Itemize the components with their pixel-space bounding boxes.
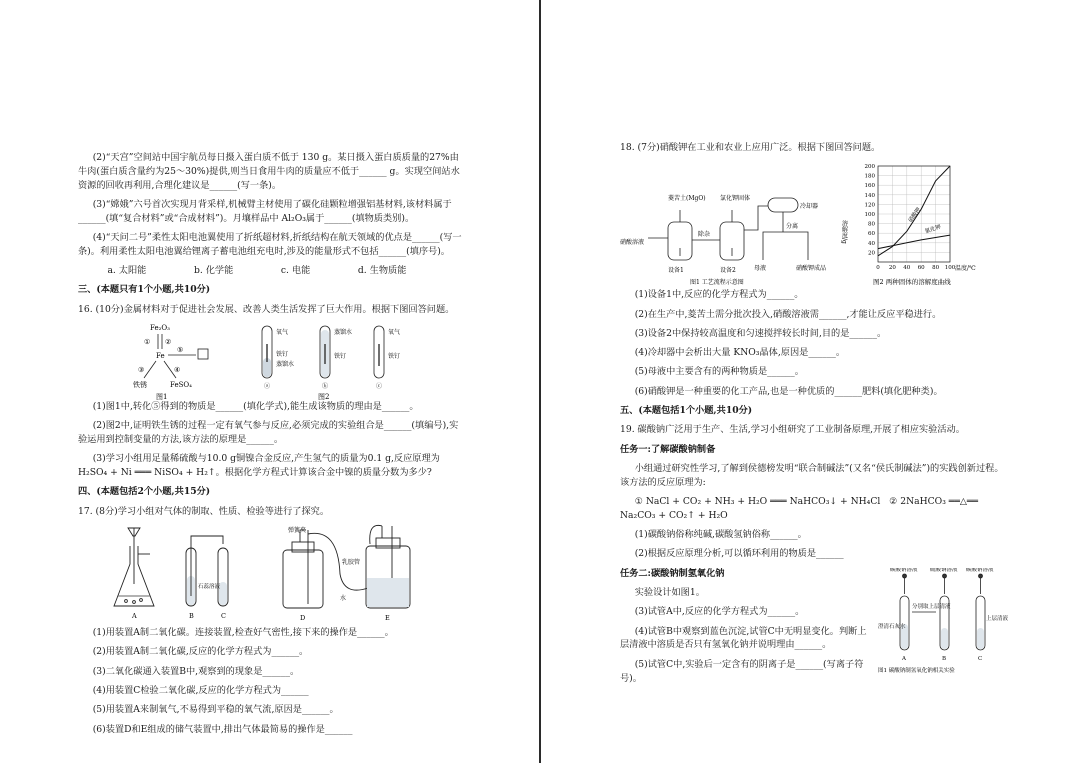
flow-diagram: [648, 198, 808, 260]
series-line-kcl: [878, 235, 950, 249]
y-tick-label: 20: [868, 250, 875, 257]
fig1-n2: ②: [165, 337, 172, 346]
task1-text: 小组通过研究性学习,了解到侯德榜发明“联合制碱法”(又名“侯氏制碱法”)的实践创新过程。该方法的反应原理为:: [620, 462, 1004, 488]
fig2-b-label1: 蒸馏水: [334, 328, 353, 336]
fig1-unknown-box: [198, 349, 208, 359]
x-tick-label: 80: [932, 265, 940, 272]
q18-stem: 18. (7分)硝酸钾在工业和农业上应用广泛。根据下图回答问题。: [620, 142, 881, 153]
flow-mother: 母液: [754, 265, 767, 273]
fig1-feso4: FeSO₄: [170, 380, 192, 389]
q16-part2: (2)图2中,证明铁生锈的过程一定有氧气参与反应,必须完成的实验组合是______(填编号),实验运用到控制变量的方法,该方法的原理是______。: [78, 420, 459, 446]
spring-clip-label: 弹簧夹: [288, 527, 307, 535]
series-label-kcl: 氯化钾: [924, 224, 942, 236]
fig1-n4: ④: [174, 365, 181, 374]
q18-part3: (3)设备2中保持较高温度和匀速搅拌较长时间,目的是______。: [634, 327, 887, 339]
q19-part1: (1)碳酸钠俗称纯碱,碳酸氢钠俗称______。: [634, 529, 807, 541]
y-tick-label: 200: [864, 164, 875, 171]
tube-b-label: B: [942, 656, 947, 663]
fig2-caption: 图2: [318, 392, 330, 400]
q19-tubes-figure: [878, 568, 1008, 684]
flow-remove: 除杂: [698, 231, 711, 239]
q18-part6: (6)硝酸钾是一种重要的化工产品,也是一种优质的______肥料(填化肥种类)。: [634, 385, 943, 397]
solubility-chart: [865, 164, 956, 271]
q16-part3: (3)学习小组用足量稀硫酸与10.0 g铜镍合金反应,产生氢气的质量为0.1 g,反应原理为 H₂SO₄ + Ni ═══ NiSO₄ + H₂↑。根据化学方程式计算该合金中镍的质量分数为多少?: [78, 453, 440, 479]
q18-part2: (2)在生产中,菱苦土需分批次投入,硝酸溶液需______,才能让反应平稳进行。: [634, 308, 942, 320]
fig2-b: ⓑ: [322, 382, 329, 390]
y-tick-label: 40: [868, 241, 875, 248]
q17-part6: (6)装置D和E组成的储气装置中,排出气体最简易的操作是______: [92, 723, 353, 735]
fig1-fe2o3: Fe₂O₃: [150, 323, 170, 332]
rubber-tube-label: 乳胶管: [342, 559, 361, 567]
q18-part4: (4)冷却器中会析出大量 KNO₃晶体,原因是______。: [634, 347, 846, 359]
task1-heading: 任务一:了解碳酸钠制备: [620, 443, 716, 455]
q19-stem: 19. 碳酸钠广泛用于生产、生活,学习小组研究了工业制备原理,开展了相应实验活动。: [620, 424, 965, 436]
option-c: c. 电能: [280, 265, 311, 277]
q17-stem: 17. (8分)学习小组对气体的制取、性质、检验等进行了探究。: [78, 505, 330, 517]
y-tick-label: 160: [864, 183, 875, 190]
apparatus-d: [283, 550, 323, 608]
sol-caption: 图2 两种固体的溶解度曲线: [873, 278, 951, 287]
option-a: a. 太阳能: [107, 265, 147, 277]
x-tick-label: 20: [888, 265, 896, 272]
y-tick-label: 140: [864, 193, 875, 200]
tube-limewater: 澄清石灰水: [878, 624, 906, 631]
q16-figures: [78, 322, 466, 400]
q18-figure-svg: [620, 160, 1010, 288]
apparatus-a: [114, 528, 154, 606]
q15-options: [78, 264, 466, 278]
q17-part4: (4)用装置C检验二氧化碳,反应的化学方程式为______: [92, 684, 309, 696]
flow-kcl: 氯化钾固体: [720, 195, 751, 203]
q16-figure-svg: [78, 322, 466, 400]
fig2-a-label1: 氧气: [276, 328, 289, 336]
apparatus-d-label: D: [300, 614, 306, 623]
litmus-label: 石蕊溶液: [198, 584, 221, 591]
equation-2: ② 2NaHCO₃ ══△══ Na₂CO₃ + CO₂↑ + H₂O: [620, 496, 978, 521]
fig2-a-label2: 铁钉: [276, 350, 289, 358]
fig2-c: ⓒ: [376, 382, 383, 390]
flow-mgo: 菱苦土(MgO): [668, 195, 706, 203]
section-3-heading: 三、(本题只有1个小题,共10分): [78, 284, 211, 296]
tube-sol1: 碳酸钠溶液: [890, 568, 918, 574]
flow-dev2: 设备2: [720, 267, 736, 275]
y-tick-label: 180: [864, 173, 875, 180]
y-tick-label: 60: [868, 231, 875, 238]
fig1-caption: 图1: [156, 392, 168, 400]
tube-separate: 分别取上层清液: [912, 604, 951, 611]
q16-stem: 16. (10分)金属材料对于促进社会发展、改善人类生活发挥了巨大作用。根据下图回答问题。: [78, 303, 455, 315]
x-tick-label: 60: [917, 265, 925, 272]
q19-part2: (2)根据反应原理分析,可以循环利用的物质是______: [634, 548, 844, 560]
task2-text: 实验设计如图1。: [634, 587, 705, 599]
flow-cooler: 冷却器: [800, 203, 819, 211]
task2-heading: 任务二:碳酸钠制氢氧化钠: [620, 567, 725, 579]
fig2-b-label2: 铁钉: [334, 352, 347, 360]
fig2-a: ⓐ: [264, 382, 271, 390]
fig2-a-label3: 蒸馏水: [276, 360, 295, 368]
y-tick-label: 80: [868, 221, 875, 228]
tube-upper: 上层清液: [986, 616, 1008, 623]
tube-a-label: A: [902, 656, 906, 663]
q17-part1: (1)用装置A制二氧化碳。连接装置,检查好气密性,接下来的操作是______。: [92, 627, 394, 639]
q16-part1: (1)图1中,转化⑤得到的物质是______(填化学式),能生成该物质的理由是______。: [92, 400, 419, 412]
water-label: 水: [340, 595, 347, 603]
section-5-heading: 五、(本题包括1个小题,共10分): [620, 405, 753, 417]
apparatus-e-label: E: [385, 614, 390, 623]
series-label-kno3: 硝酸钾: [907, 207, 923, 225]
section-4-heading: 四、(本题包括2个小题,共15分): [78, 486, 211, 498]
q18-part5: (5)母液中主要含有的两种物质是______。: [634, 366, 804, 378]
x-tick-label: 100: [944, 265, 956, 272]
fig1-rust: 铁锈: [133, 380, 147, 389]
q15-part4: (4)“天问二号”柔性太阳电池翼使用了折纸超材料,折纸结构在航天领域的优点是______(写一条)。利用柔性太阳电池翼给锂离子蓄电池组充电时,涉及的能量形式不包括______(填序号)。: [78, 231, 462, 257]
option-d: d. 生物质能: [357, 265, 407, 277]
q17-apparatus: [78, 524, 466, 626]
q17-part2: (2)用装置A制二氧化碳,反应的化学方程式为______。: [92, 646, 309, 658]
x-tick-label: 40: [903, 265, 911, 272]
apparatus-c-label: C: [221, 612, 226, 621]
flow-caption: 图1 工艺流程示意图: [690, 279, 744, 287]
q17-part5: (5)用装置A来制氧气,不易得到平稳的氧气流,原因是______。: [92, 704, 339, 716]
tube-sol2: 硫酸铜溶液: [930, 568, 958, 574]
option-b: b. 化学能: [193, 265, 234, 277]
tube-c-label: C: [978, 656, 983, 663]
sol-xlabel: 温度/℃: [955, 265, 976, 273]
page-divider: [539, 0, 541, 763]
fig2-c-label1: 氧气: [388, 328, 401, 336]
q15-part3: (3)“嫦娥”六号首次实现月背采样,机械臂主材使用了碳化硅颗粒增强铝基材料,该材料属于______(填“复合材料”或“合成材料”)。月壤样品中 Al₂O₃属于______(填物质类别)。: [78, 198, 452, 224]
y-tick-label: 100: [864, 212, 875, 219]
left-column: [78, 151, 466, 742]
fig1-n5: ⑤: [177, 345, 184, 354]
fig2-c-label2: 铁钉: [388, 352, 401, 360]
y-tick-label: 120: [864, 202, 875, 209]
tube-sol3: 碳酸钠溶液: [966, 568, 994, 574]
tube-caption: 图1 碳酸钠制氢氧化钠相关实验: [878, 668, 955, 675]
flow-nitric: 硝酸溶液: [620, 239, 645, 247]
sol-ylabel: 溶解度/g: [840, 220, 848, 245]
flow-dev1: 设备1: [668, 267, 684, 275]
apparatus-b-label: B: [189, 612, 194, 621]
x-tick-label: 0: [876, 265, 880, 272]
q18-figures: [620, 160, 1010, 288]
q19-part5: (5)试管C中,实验后一定含有的阴离子是______(写离子符号)。: [620, 658, 864, 684]
equation-1: ① NaCl + CO₂ + NH₃ + H₂O ═══ NaHCO₃↓ + NH₄Cl: [634, 496, 881, 508]
apparatus-a-label: A: [132, 612, 137, 621]
q19-part4: (4)试管B中观察到蓝色沉淀,试管C中无明显变化。判断上层清液中溶质是否只有氢氧化钠并说明理由______。: [620, 625, 867, 651]
q18-part1: (1)设备1中,反应的化学方程式为______。: [634, 289, 804, 301]
q17-part3: (3)二氧化碳通入装置B中,观察到的现象是______。: [92, 665, 300, 677]
cooler: [768, 198, 798, 212]
fig1-fe: Fe: [156, 351, 165, 360]
right-column: [620, 141, 1010, 691]
q15-part2: (2)“天宫”空间站中国宇航员每日摄入蛋白质不低于 130 g。某日摄入蛋白质质量的27%由牛肉(蛋白质含量约为25～30%)提供,则当日食用牛肉的质量应不低于______ g。实现空间站水资源的回收再利用,合理化建议是______(写一条)。: [78, 152, 460, 191]
flow-separate: 分离: [786, 223, 799, 231]
q19-part3: (3)试管A中,反应的化学方程式为______。: [634, 606, 805, 618]
q17-apparatus-svg: [78, 524, 466, 626]
flow-product: 硝酸钾成品: [796, 265, 827, 273]
reaction-equations: [620, 495, 1010, 523]
fig1-n1: ①: [144, 337, 151, 346]
fig1-n3: ③: [138, 365, 145, 374]
